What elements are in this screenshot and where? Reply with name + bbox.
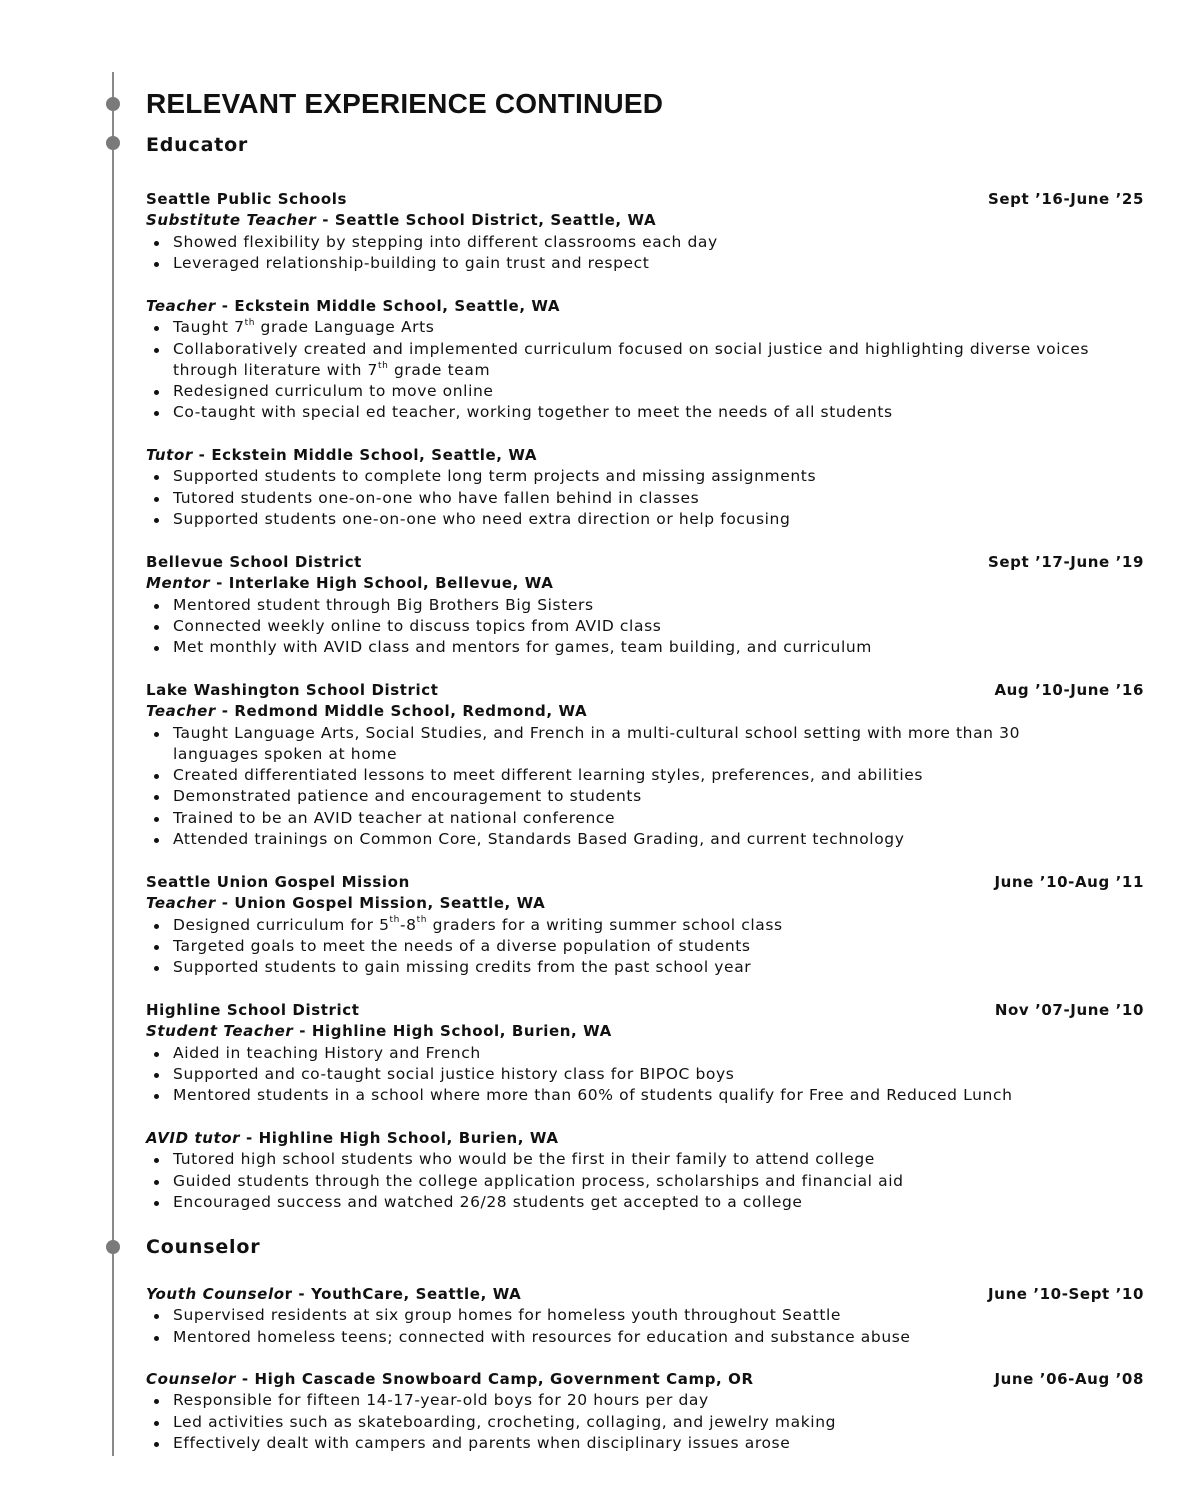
job-eckstein-teacher: [146, 296, 1146, 424]
date-range: Sept ’17-June ’19: [987, 553, 1144, 571]
role-location: - Highline High School, Burien, WA: [293, 1022, 612, 1041]
list-item: Supported students one-on-one who need extra direction or help focusing: [146, 509, 1146, 530]
role-location: - High Cascade Snowboard Camp, Government Camp, OR: [236, 1370, 754, 1388]
bullet-list: [146, 915, 1146, 979]
list-item: Connected weekly online to discuss topics from AVID class: [146, 616, 1146, 637]
page-title: RELEVANT EXPERIENCE CONTINUED: [146, 88, 664, 119]
list-item: Created differentiated lessons to meet different learning styles, preferences, and abilities: [146, 765, 1146, 786]
job-youthcare: [146, 1284, 1146, 1348]
role-title: Teacher: [146, 894, 216, 913]
list-item: Supported students to complete long term projects and missing assignments: [146, 466, 1146, 487]
list-item: Attended trainings on Common Core, Standards Based Grading, and current technology: [146, 829, 1146, 850]
bullet-list: [146, 1149, 1146, 1213]
list-item: Tutored high school students who would be the first in their family to attend college: [146, 1149, 1146, 1170]
job-bellevue-school-district: [146, 552, 1146, 658]
list-item: Supported and co-taught social justice history class for BIPOC boys: [146, 1064, 1146, 1085]
role-line: [146, 1369, 1146, 1390]
role-line: [146, 445, 1146, 466]
bullet-list: [146, 232, 1146, 275]
role-line: [146, 701, 1146, 722]
list-item: Led activities such as skateboarding, crocheting, collaging, and jewelry making: [146, 1412, 1146, 1433]
employer-name: Highline School District: [146, 1001, 360, 1019]
bullet-list: [146, 723, 1146, 851]
list-item: Trained to be an AVID teacher at national conference: [146, 808, 1146, 829]
role-title: Substitute Teacher: [146, 211, 317, 230]
role-location: - Highline High School, Burien, WA: [240, 1129, 559, 1147]
list-item: Mentored students in a school where more than 60% of students qualify for Free and Reduced Lunch: [146, 1085, 1146, 1106]
role-location: - Eckstein Middle School, Seattle, WA: [215, 297, 561, 315]
role-line: [146, 296, 1146, 317]
date-range: June ’10-Aug ’11: [994, 873, 1144, 891]
job-seattle-union-gospel-mission: [146, 872, 1146, 978]
role-line: [146, 573, 1146, 594]
date-range: Sept ’16-June ’25: [987, 190, 1144, 208]
role-location: - Redmond Middle School, Redmond, WA: [215, 702, 588, 721]
list-item: Mentored homeless teens; connected with resources for education and substance abuse: [146, 1327, 1146, 1348]
role-title: AVID tutor: [146, 1129, 241, 1147]
role-line: [146, 210, 1146, 231]
timeline-dot: [106, 97, 120, 111]
list-item: Showed flexibility by stepping into different classrooms each day: [146, 232, 1146, 253]
date-range: June ’06-Aug ’08: [994, 1370, 1144, 1388]
list-item: Supported students to gain missing credits from the past school year: [146, 957, 1146, 978]
list-item: Demonstrated patience and encouragement to students: [146, 786, 1146, 807]
role-location: - Interlake High School, Bellevue, WA: [210, 574, 554, 593]
list-item: Taught Language Arts, Social Studies, and French in a multi-cultural school setting with more than 30 languages spoken at home: [146, 723, 1146, 766]
role-title: Counselor: [146, 1370, 237, 1388]
date-range: Aug ’10-June ’16: [994, 681, 1144, 699]
list-item: Taught 7th grade Language Arts: [146, 317, 1146, 338]
role-line: [146, 893, 1146, 914]
bullet-list: [146, 1043, 1146, 1107]
role-title: Youth Counselo: [146, 1285, 285, 1303]
timeline-dot: [106, 1240, 120, 1254]
employer-name: Bellevue School District: [146, 553, 362, 571]
employer-header: [146, 189, 1146, 210]
bullet-list: [146, 595, 1146, 659]
section-title-educator: Educator: [146, 134, 249, 156]
bullet-list: [146, 1305, 1146, 1348]
bullet-list: [146, 317, 1146, 423]
role-title: Teacher: [146, 297, 216, 315]
section-title-counselor: Counselor: [146, 1236, 261, 1258]
list-item: Mentored student through Big Brothers Big Sisters: [146, 595, 1146, 616]
role-location: - Union Gospel Mission, Seattle, WA: [215, 894, 546, 913]
role-line: [146, 1128, 1146, 1149]
employer-name: Seattle Public Schools: [146, 190, 348, 208]
role-title: Mentor: [146, 574, 211, 593]
job-avid-tutor: [146, 1128, 1146, 1213]
list-item: Aided in teaching History and French: [146, 1043, 1146, 1064]
list-item: Tutored students one-on-one who have fallen behind in classes: [146, 488, 1146, 509]
list-item: Targeted goals to meet the needs of a diverse population of students: [146, 936, 1146, 957]
list-item: Designed curriculum for 5th-8th graders for a writing summer school class: [146, 915, 1146, 936]
employer-header: [146, 872, 1146, 893]
list-item: Responsible for fifteen 14-17-year-old boys for 20 hours per day: [146, 1390, 1146, 1411]
list-item: Redesigned curriculum to move online: [146, 381, 1146, 402]
list-item: Met monthly with AVID class and mentors for games, team building, and curriculum: [146, 637, 1146, 658]
job-eckstein-tutor: [146, 445, 1146, 530]
role-title: Student Teacher: [146, 1022, 294, 1041]
role-location: - Seattle School District, Seattle, WA: [316, 211, 657, 230]
job-highline-school-district: [146, 1000, 1146, 1106]
role-location: - YouthCare, Seattle, WA: [292, 1285, 522, 1303]
job-high-cascade: [146, 1369, 1146, 1454]
job-seattle-public-schools: [146, 189, 1146, 274]
employer-header: [146, 1000, 1146, 1021]
employer-header: [146, 680, 1146, 701]
role-line: Youth Counselor - YouthCare, Seattle, WA June ’10-Sept ’10: [146, 1284, 1146, 1305]
list-item: Co-taught with special ed teacher, working together to meet the needs of all students: [146, 402, 1146, 423]
employer-name: Lake Washington School District: [146, 681, 439, 699]
employer-header: [146, 552, 1146, 573]
list-item: Leveraged relationship-building to gain trust and respect: [146, 253, 1146, 274]
job-lake-washington-school-district: [146, 680, 1146, 850]
list-item: Supervised residents at six group homes for homeless youth throughout Seattle: [146, 1305, 1146, 1326]
list-item: Guided students through the college application process, scholarships and financial aid: [146, 1171, 1146, 1192]
role-title: Teacher: [146, 702, 216, 721]
bullet-list: [146, 466, 1146, 530]
role-title: Tutor: [146, 446, 193, 464]
list-item: Collaboratively created and implemented curriculum focused on social justice and highlighting diverse voices through literature with 7th grade team: [146, 339, 1146, 382]
list-item: Effectively dealt with campers and parents when disciplinary issues arose: [146, 1433, 1146, 1454]
role-line: [146, 1021, 1146, 1042]
employer-name: Seattle Union Gospel Mission: [146, 873, 410, 891]
role-location: - Eckstein Middle School, Seattle, WA: [192, 446, 538, 464]
date-range: Nov ’07-June ’10: [994, 1001, 1144, 1019]
bullet-list: [146, 1390, 1146, 1454]
date-range: June ’10-Sept ’10: [987, 1285, 1144, 1303]
timeline-dot: [106, 136, 120, 150]
list-item: Encouraged success and watched 26/28 students get accepted to a college: [146, 1192, 1146, 1213]
